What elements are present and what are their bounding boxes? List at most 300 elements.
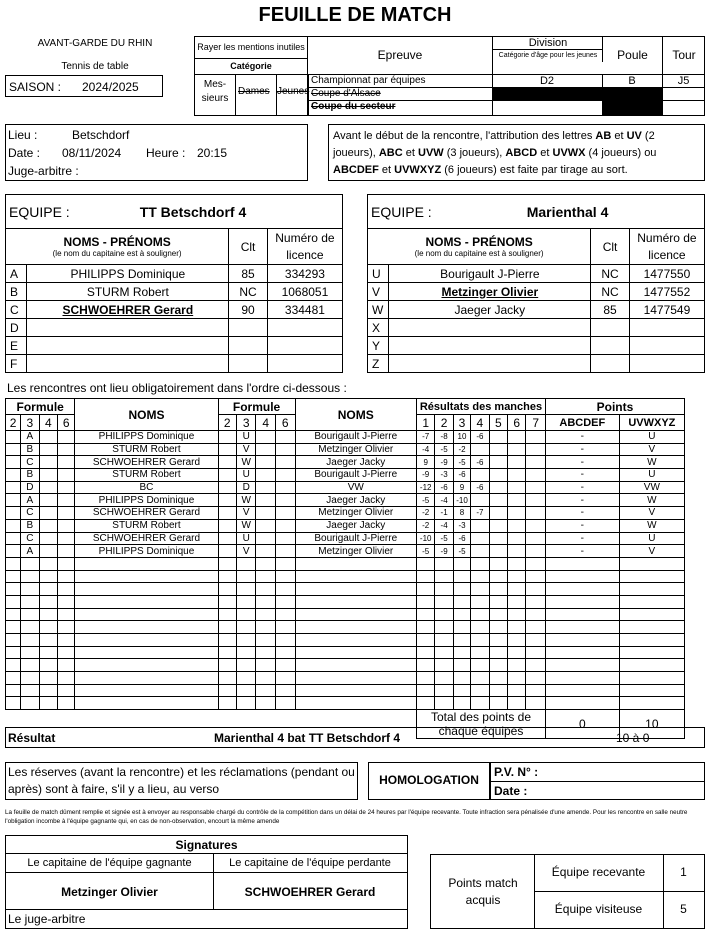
tirage-et: et [537, 147, 553, 159]
empty-cell [218, 634, 236, 647]
empty-cell [256, 697, 276, 710]
manche-score: -7 [416, 431, 434, 444]
tirage-ab: AB [595, 130, 612, 142]
empty-cell [526, 595, 546, 608]
player-clt [229, 319, 268, 337]
manche-score: -4 [435, 519, 453, 532]
manche-score [471, 519, 489, 532]
date-label: Date : [8, 146, 41, 160]
empty-cell [489, 697, 507, 710]
noms-header: NOMS [75, 399, 218, 431]
formule-cell [275, 431, 295, 444]
tirage-abc: ABC [378, 147, 403, 159]
empty-cell [39, 634, 57, 647]
empty-cell [508, 672, 526, 685]
match-left-letter: A [21, 545, 39, 558]
empty-cell [545, 634, 619, 647]
empty-cell [416, 595, 434, 608]
formule-cell [39, 545, 57, 558]
player-clt: 85 [229, 265, 268, 283]
empty-cell [275, 672, 295, 685]
formule-cell [275, 507, 295, 520]
formule-cell [58, 507, 75, 520]
empty-cell [508, 697, 526, 710]
empty-cell [218, 684, 236, 697]
match-row [6, 507, 685, 520]
empty-cell [218, 570, 236, 583]
manche-col: 5 [489, 415, 507, 431]
manche-score [508, 431, 526, 444]
match-left-letter: B [21, 443, 39, 456]
empty-cell [526, 697, 546, 710]
manche-score: 8 [453, 507, 470, 520]
manche-score: -9 [435, 545, 453, 558]
player-letter: D [6, 319, 27, 337]
points-left: - [545, 507, 619, 520]
manche-score: -8 [435, 431, 453, 444]
manche-score [471, 443, 489, 456]
player-clt [229, 355, 268, 373]
manche-score: -6 [453, 469, 470, 482]
match-right-letter: V [236, 545, 256, 558]
match-right-letter: V [236, 507, 256, 520]
player-letter: B [6, 283, 27, 301]
formule-col: 2 [218, 415, 236, 431]
reserves-box: Les réserves (avant la rencontre) et les réclamations (pendant ou après) sont à faire, s'il y a lieu, au verso [5, 762, 358, 800]
match-right-name: Bourigault J-Pierre [295, 532, 416, 545]
division-label: Division [528, 37, 568, 49]
tirage-abcdef: ABCDEF [333, 164, 379, 176]
points-right: U [619, 431, 684, 444]
formule-cell [39, 456, 57, 469]
empty-cell [471, 570, 489, 583]
formule-cell [256, 443, 276, 456]
formule-cell [58, 469, 75, 482]
epreuve-championnat: Championnat par équipes [311, 75, 426, 86]
empty-cell [453, 697, 470, 710]
empty-cell [295, 646, 416, 659]
empty-cell [508, 621, 526, 634]
formule-cell [39, 494, 57, 507]
manche-score: -6 [471, 456, 489, 469]
empty-cell [275, 621, 295, 634]
formule-cell [275, 456, 295, 469]
points-left: - [545, 469, 619, 482]
formule-cell [39, 481, 57, 494]
player-name [389, 337, 591, 355]
manche-score: -3 [453, 519, 470, 532]
empty-cell [218, 608, 236, 621]
poule-value: B [628, 75, 636, 87]
empty-cell [416, 646, 434, 659]
empty-cell [236, 570, 256, 583]
empty-cell [295, 697, 416, 710]
empty-cell [236, 672, 256, 685]
manche-col: 4 [471, 415, 489, 431]
match-right-name: Bourigault J-Pierre [295, 431, 416, 444]
manche-score: -5 [416, 545, 434, 558]
manche-score [489, 456, 507, 469]
player-clt [591, 319, 630, 337]
manche-score: 9 [416, 456, 434, 469]
player-name: Bourigault J-Pierre [389, 265, 591, 283]
resultat-box [5, 727, 705, 748]
empty-cell [435, 684, 453, 697]
formule-cell [256, 431, 276, 444]
empty-cell [21, 570, 39, 583]
match-left-name: PHILIPPS Dominique [75, 494, 218, 507]
empty-cell [6, 557, 21, 570]
resultat-text: Marienthal 4 bat TT Betschdorf 4 [214, 731, 401, 745]
formule-cell [218, 532, 236, 545]
tirage-abcd: ABCD [505, 147, 538, 159]
ordre-note: Les rencontres ont lieu obligatoirement dans l'ordre ci-dessous : [7, 381, 347, 395]
empty-cell [471, 583, 489, 596]
division-sub: Catégorie d'âge pour les jeunes [498, 52, 598, 59]
empty-cell [275, 595, 295, 608]
manche-score [489, 507, 507, 520]
formule-cell [58, 494, 75, 507]
cap-perdante-name: SCHWOEHRER Gerard [244, 885, 376, 899]
manche-score [508, 469, 526, 482]
match-row [6, 532, 685, 545]
empty-cell [619, 595, 684, 608]
formule-cell [218, 469, 236, 482]
tour-label: Tour [662, 36, 705, 74]
formule-cell [275, 469, 295, 482]
empty-cell [489, 621, 507, 634]
formule-cell [39, 469, 57, 482]
empty-cell [275, 659, 295, 672]
empty-cell [489, 659, 507, 672]
empty-cell [236, 595, 256, 608]
matches-table [5, 398, 685, 739]
capitaine-note: (le nom du capitaine est à souligner) [52, 249, 182, 258]
match-left-name: PHILIPPS Dominique [75, 431, 218, 444]
player-letter: Y [368, 337, 389, 355]
manche-score: -2 [453, 443, 470, 456]
player-licence: 334481 [267, 301, 342, 319]
empty-cell [75, 557, 218, 570]
empty-cell [6, 621, 21, 634]
empty-cell [6, 646, 21, 659]
player-row [6, 337, 343, 355]
match-left-name: STURM Robert [75, 519, 218, 532]
player-licence: 1477550 [629, 265, 704, 283]
manche-col: 3 [453, 415, 470, 431]
tirage-box [328, 124, 705, 181]
empty-cell [275, 646, 295, 659]
empty-cell [75, 634, 218, 647]
empty-cell [471, 672, 489, 685]
empty-cell [416, 634, 434, 647]
empty-cell [435, 672, 453, 685]
empty-cell [75, 697, 218, 710]
empty-cell [275, 557, 295, 570]
empty-cell [218, 595, 236, 608]
formule-header: Formule [6, 399, 75, 415]
player-licence [629, 319, 704, 337]
empty-cell [236, 621, 256, 634]
player-clt [591, 355, 630, 373]
team-right-table [367, 194, 705, 373]
resultat-label: Résultat [8, 731, 56, 745]
empty-cell [489, 684, 507, 697]
manche-score [508, 519, 526, 532]
empty-cell [545, 557, 619, 570]
empty-cell [435, 646, 453, 659]
empty-cell [435, 557, 453, 570]
equipe-recevante-label: Équipe recevante [551, 865, 646, 879]
saison-value: 2024/2025 [82, 80, 139, 94]
clt-header: Clt [591, 229, 630, 265]
player-letter: F [6, 355, 27, 373]
cap-gagnante-name: Metzinger Olivier [61, 885, 158, 899]
tour-value: J5 [677, 75, 690, 87]
empty-cell [275, 608, 295, 621]
total-left: 0 [545, 710, 619, 739]
formule-cell [256, 545, 276, 558]
empty-cell [619, 570, 684, 583]
manche-score [526, 469, 546, 482]
formule-cell [275, 494, 295, 507]
formule-cell [58, 481, 75, 494]
empty-cell [6, 697, 21, 710]
empty-cell [21, 672, 39, 685]
capitaine-note: (le nom du capitaine est à souligner) [414, 249, 544, 258]
formule-cell [256, 532, 276, 545]
manche-score: -10 [453, 494, 470, 507]
empty-cell [21, 608, 39, 621]
empty-cell [58, 621, 75, 634]
match-right-name: Metzinger Olivier [295, 443, 416, 456]
formule-cell [275, 519, 295, 532]
epreuve-coupe-secteur: Coupe du secteur [311, 101, 396, 112]
empty-match-row [6, 570, 685, 583]
empty-cell [39, 570, 57, 583]
formule-cell [275, 532, 295, 545]
manche-score: 9 [453, 481, 470, 494]
empty-cell [39, 557, 57, 570]
points-left: - [545, 532, 619, 545]
empty-cell [619, 672, 684, 685]
player-name [389, 355, 591, 373]
empty-match-row [6, 583, 685, 596]
match-left-letter: C [21, 532, 39, 545]
manche-score [489, 532, 507, 545]
empty-cell [453, 608, 470, 621]
empty-cell [545, 684, 619, 697]
manche-score [471, 469, 489, 482]
empty-cell [295, 634, 416, 647]
empty-cell [6, 684, 21, 697]
manche-col: 6 [508, 415, 526, 431]
blackout-division [493, 88, 602, 100]
match-left-name: BC [75, 481, 218, 494]
manche-score [471, 532, 489, 545]
manche-score: -3 [435, 469, 453, 482]
empty-cell [545, 570, 619, 583]
empty-cell [256, 659, 276, 672]
empty-cell [218, 557, 236, 570]
formule-cell [218, 431, 236, 444]
player-row [368, 283, 705, 301]
empty-cell [75, 583, 218, 596]
player-licence [629, 355, 704, 373]
total-right: 10 [619, 710, 684, 739]
manche-score [508, 443, 526, 456]
formule-cell [6, 431, 21, 444]
empty-cell [526, 659, 546, 672]
player-row [368, 337, 705, 355]
player-licence [267, 337, 342, 355]
rayer-note: Rayer les mentions inutiles [197, 42, 305, 52]
empty-cell [526, 608, 546, 621]
match-right-name: VW [295, 481, 416, 494]
formule-cell [58, 456, 75, 469]
points-right: U [619, 469, 684, 482]
empty-cell [295, 570, 416, 583]
player-row [6, 355, 343, 373]
formule-col: 3 [236, 415, 256, 431]
manche-score: -5 [453, 545, 470, 558]
empty-cell [236, 684, 256, 697]
empty-cell [453, 659, 470, 672]
empty-cell [435, 608, 453, 621]
formule-col: 2 [6, 415, 21, 431]
match-left-letter: A [21, 431, 39, 444]
empty-cell [471, 557, 489, 570]
empty-cell [471, 621, 489, 634]
empty-cell [508, 646, 526, 659]
player-row [6, 265, 343, 283]
player-letter: U [368, 265, 389, 283]
empty-cell [75, 684, 218, 697]
empty-cell [453, 646, 470, 659]
tirage-uvw: UVW [418, 147, 444, 159]
empty-cell [6, 570, 21, 583]
player-letter: Z [368, 355, 389, 373]
manche-score [471, 494, 489, 507]
manche-score [526, 481, 546, 494]
empty-cell [453, 557, 470, 570]
match-left-letter: B [21, 469, 39, 482]
formule-cell [218, 494, 236, 507]
tirage-uvwxyz: UVWXYZ [394, 164, 442, 176]
empty-cell [545, 659, 619, 672]
manche-score [508, 481, 526, 494]
player-row [6, 283, 343, 301]
points-left: - [545, 519, 619, 532]
empty-cell [526, 570, 546, 583]
points-recevante: 1 [680, 865, 687, 879]
empty-cell [619, 608, 684, 621]
manche-score [526, 443, 546, 456]
tirage-text-5: (6 joueurs) est faite par tirage au sort. [441, 164, 628, 176]
player-letter: X [368, 319, 389, 337]
empty-match-row [6, 595, 685, 608]
player-row [6, 319, 343, 337]
empty-cell [21, 697, 39, 710]
formule-cell [58, 545, 75, 558]
empty-cell [58, 608, 75, 621]
points-col: UVWXYZ [619, 415, 684, 431]
manche-score: -6 [471, 481, 489, 494]
empty-cell [256, 608, 276, 621]
match-left-letter: B [21, 519, 39, 532]
manche-score: -10 [416, 532, 434, 545]
match-row [6, 443, 685, 456]
empty-cell [75, 621, 218, 634]
empty-cell [58, 697, 75, 710]
resultat-score: 10 à 0 [616, 731, 650, 745]
empty-cell [75, 646, 218, 659]
manche-score [508, 532, 526, 545]
empty-cell [619, 557, 684, 570]
manche-score [489, 545, 507, 558]
empty-match-row [6, 621, 685, 634]
formule-cell [39, 443, 57, 456]
poule-label: Poule [602, 36, 662, 62]
empty-cell [545, 621, 619, 634]
formule-cell [256, 519, 276, 532]
empty-cell [619, 646, 684, 659]
player-row [368, 265, 705, 283]
club-name: AVANT-GARDE DU RHIN [37, 38, 153, 49]
manche-score: -12 [416, 481, 434, 494]
empty-cell [39, 646, 57, 659]
manche-score: -2 [416, 507, 434, 520]
empty-cell [39, 621, 57, 634]
empty-cell [453, 595, 470, 608]
points-left: - [545, 431, 619, 444]
empty-cell [295, 659, 416, 672]
homologation-label: HOMOLOGATION [368, 762, 490, 800]
empty-cell [218, 659, 236, 672]
team-name: Marienthal 4 [526, 203, 609, 220]
player-letter: E [6, 337, 27, 355]
empty-match-row [6, 557, 685, 570]
points-right: V [619, 443, 684, 456]
empty-cell [619, 634, 684, 647]
player-clt: NC [591, 265, 630, 283]
empty-cell [256, 570, 276, 583]
manche-col: 2 [435, 415, 453, 431]
player-clt: 90 [229, 301, 268, 319]
match-left-letter: D [21, 481, 39, 494]
empty-cell [275, 583, 295, 596]
empty-cell [526, 684, 546, 697]
formule-cell [275, 481, 295, 494]
manche-score: -5 [435, 443, 453, 456]
empty-cell [435, 697, 453, 710]
formule-cell [256, 469, 276, 482]
formule-cell [218, 507, 236, 520]
empty-cell [508, 608, 526, 621]
match-left-name: STURM Robert [75, 469, 218, 482]
empty-match-row [6, 659, 685, 672]
empty-match-row [6, 608, 685, 621]
empty-match-row [6, 646, 685, 659]
team_right-grid [367, 194, 705, 373]
pv-label: P.V. N° : [494, 765, 539, 779]
tirage-et: et [402, 147, 418, 159]
formule-cell [6, 519, 21, 532]
empty-cell [435, 659, 453, 672]
empty-cell [295, 557, 416, 570]
juge-arbitre-sig: Le juge-arbitre [8, 912, 86, 926]
empty-cell [508, 557, 526, 570]
